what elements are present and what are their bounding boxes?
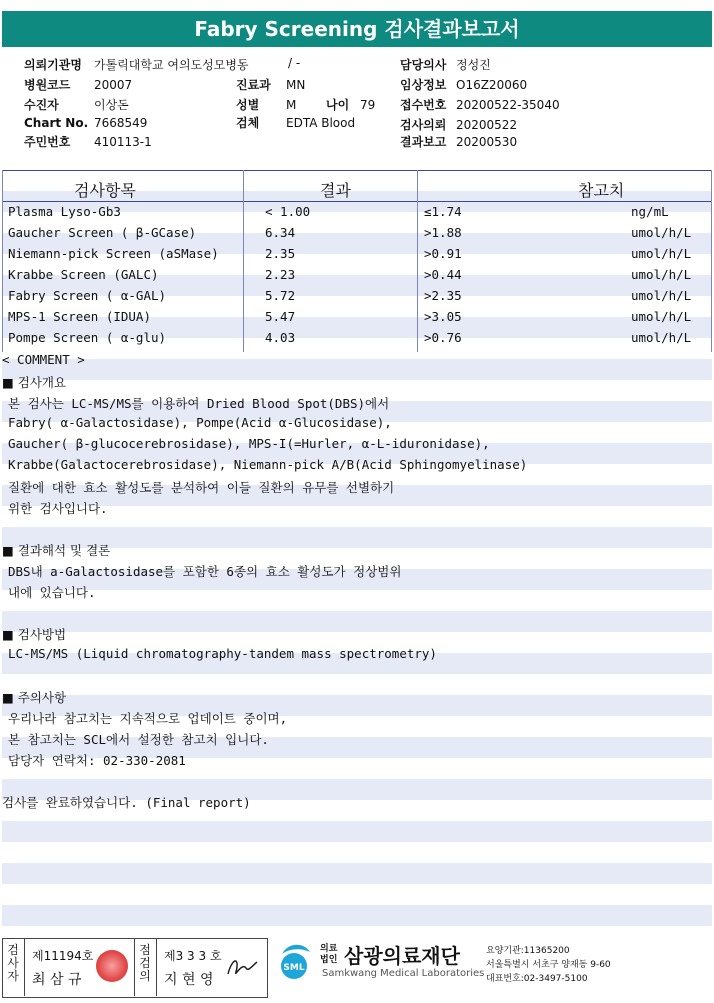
- table-cell-result: 2.35: [265, 246, 296, 261]
- chart-number-field: Chart No. 7668549: [24, 116, 148, 130]
- signature-divider-1: [24, 938, 25, 996]
- table-cell-result: 2.23: [265, 267, 296, 282]
- tester-label: 검사자: [7, 943, 19, 983]
- org-name: 삼광의료재단: [344, 944, 460, 968]
- org-prefix: 의료법인: [320, 944, 338, 965]
- reviewer-license: 제3 3 3 호: [164, 949, 222, 963]
- table-cell-item: MPS-1 Screen (IDUA): [8, 309, 151, 324]
- grid-stripe: [2, 863, 712, 884]
- grid-stripe: [2, 590, 712, 611]
- comment-line: 담당자 연락처: 02-330-2081: [8, 753, 186, 768]
- org-address: 서울특별시 서초구 양재동 9-60: [486, 960, 611, 970]
- patient-field: 수진자 이상돈: [24, 98, 129, 112]
- comment-line: 본 참고치는 SCL에서 설정한 참고치 입니다.: [8, 732, 269, 747]
- comment-line: 질환에 대한 효소 활성도를 분석하여 이들 질환의 유무를 선별하기: [8, 480, 395, 495]
- table-cell-item: Fabry Screen ( α-GAL): [8, 288, 167, 303]
- table-cell-item: Plasma Lyso-Gb3: [8, 204, 121, 219]
- table-cell-item: Gaucher Screen ( β-GCase): [8, 225, 197, 240]
- tester-license: 제11194호: [32, 949, 94, 963]
- institution-field: 의뢰기관명 가톨릭대학교 여의도성모병동: [24, 58, 249, 72]
- reviewer-signature-icon: [224, 952, 260, 982]
- logo-text: SML: [283, 963, 305, 973]
- grid-stripe: [2, 821, 712, 842]
- signature-divider-2: [134, 938, 135, 996]
- tester-seal-icon: [96, 950, 128, 982]
- table-cell-unit: umol/h/L: [631, 246, 692, 261]
- comment-section-heading: ■ 결과해석 및 결론: [2, 543, 111, 558]
- comment-line: 검사를 완료하였습니다. (Final report): [2, 795, 251, 810]
- report-title: Fabry Screening 검사결과보고서: [2, 11, 712, 47]
- grid-stripe: [2, 905, 712, 926]
- grid-stripe: [2, 674, 712, 695]
- table-cell-result: < 1.00: [265, 204, 311, 219]
- table-cell-reference: >0.91: [424, 246, 462, 261]
- reviewer-label: 점검의: [139, 943, 151, 983]
- comment-line: Krabbe(Galactocerebrosidase), Niemann-pick A/B(Acid Sphingomyelinase): [8, 457, 528, 472]
- comment-section-heading: ■ 검사개요: [2, 375, 67, 390]
- comment-section-heading: ■ 주의사항: [2, 690, 67, 705]
- comment-line: DBS내 a-Galactosidase를 포함한 6종의 효소 활성도가 정상범위: [8, 564, 402, 579]
- table-cell-reference: >1.88: [424, 225, 462, 240]
- table-cell-reference: >2.35: [424, 288, 462, 303]
- doctor-field: 담당의사 정성진: [400, 58, 491, 72]
- comment-header: < COMMENT >: [2, 352, 85, 367]
- grid-stripe: [2, 506, 712, 527]
- ward-field: / -: [288, 56, 301, 70]
- department-field: 진료과 MN: [236, 78, 306, 92]
- receipt-number-field: 접수번호 20200522-35040: [400, 98, 560, 112]
- org-english-name: Samkwang Medical Laboratories: [322, 968, 485, 979]
- table-cell-item: Niemann-pick Screen (aSMase): [8, 246, 219, 261]
- reviewer-name: 지 현 영: [164, 972, 214, 988]
- table-cell-reference: >0.44: [424, 267, 462, 282]
- table-cell-unit: ng/mL: [631, 204, 669, 219]
- comment-section-heading: ■ 검사방법: [2, 627, 67, 642]
- comment-line: 내에 있습니다.: [8, 585, 96, 600]
- request-date-field: 검사의뢰 20200522: [400, 118, 518, 132]
- comment-line: 위한 검사입니다.: [8, 501, 108, 516]
- sml-logo-icon: [274, 940, 316, 980]
- table-cell-item: Pompe Screen ( α-glu): [8, 330, 167, 345]
- specimen-field: 검체 EDTA Blood: [236, 116, 356, 130]
- table-cell-unit: umol/h/L: [631, 267, 692, 282]
- table-cell-unit: umol/h/L: [631, 309, 692, 324]
- table-cell-result: 4.03: [265, 330, 296, 345]
- table-header: [2, 172, 712, 200]
- report-footer: [2, 938, 712, 1000]
- tester-name: 최 삼 규: [32, 972, 82, 988]
- sex-field: 성별 M: [236, 98, 297, 112]
- table-cell-reference: >0.76: [424, 330, 462, 345]
- column-header-reference: 참고치: [578, 181, 625, 200]
- table-cell-result: 5.72: [265, 288, 296, 303]
- grid-stripe: [2, 842, 712, 863]
- table-cell-unit: umol/h/L: [631, 225, 692, 240]
- comment-line: Gaucher( β-glucocerebrosidase), MPS-I(=Hurler, α-L-iduronidase),: [8, 436, 490, 451]
- grid-stripe: [2, 611, 712, 632]
- age-field: 나이 79: [326, 98, 376, 112]
- report-date-field: 결과보고 20200530: [400, 135, 518, 149]
- comment-line: 본 검사는 LC-MS/MS를 이용하여 Dried Blood Spot(DBS)에서: [8, 396, 390, 411]
- facility-code: 요양기관:11365200: [486, 946, 570, 956]
- table-cell-result: 5.47: [265, 309, 296, 324]
- table-cell-item: Krabbe Screen (GALC): [8, 267, 159, 282]
- comment-line: 우리나라 참고치는 지속적으로 업데이트 중이며,: [8, 711, 288, 726]
- table-cell-unit: umol/h/L: [631, 330, 692, 345]
- comment-line: LC-MS/MS (Liquid chromatography-tandem mass spectrometry): [8, 646, 437, 661]
- hospital-code-field: 병원코드 20007: [24, 78, 133, 92]
- table-header-border: [2, 201, 712, 202]
- column-header-item: 검사항목: [74, 181, 136, 200]
- signature-divider-3: [156, 938, 157, 996]
- resident-number-field: 주민번호 410113-1: [24, 135, 152, 149]
- grid-stripe: [2, 884, 712, 905]
- comment-line: Fabry( α-Galactosidase), Pompe(Acid α-Glucosidase),: [8, 415, 392, 430]
- table-cell-reference: >3.05: [424, 309, 462, 324]
- grid-stripe: [2, 359, 712, 380]
- table-cell-reference: ≤1.74: [424, 204, 462, 219]
- clinical-info-field: 임상정보 O16Z20060: [400, 78, 528, 92]
- table-cell-unit: umol/h/L: [631, 288, 692, 303]
- org-phone: 대표번호:02-3497-5100: [486, 974, 588, 984]
- table-top-border: [2, 170, 712, 171]
- column-header-result: 결과: [320, 181, 351, 200]
- table-cell-result: 6.34: [265, 225, 296, 240]
